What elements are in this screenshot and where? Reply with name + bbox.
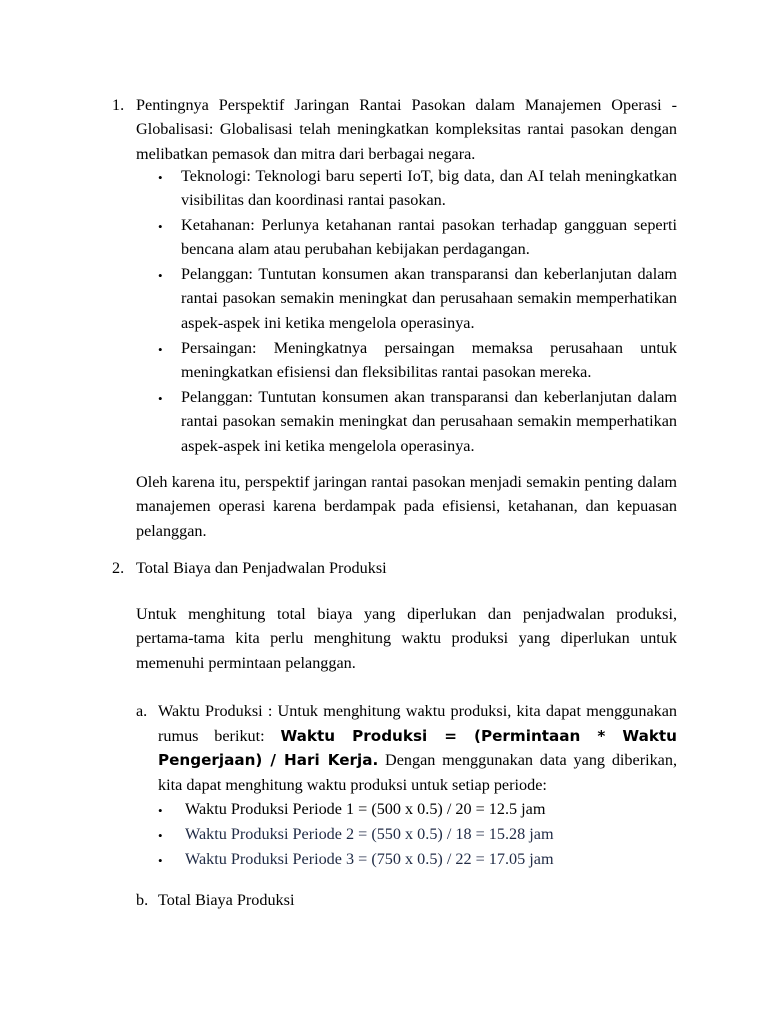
section-2-title: Total Biaya dan Penjadwalan Produksi (136, 559, 387, 577)
section-1-text: Pentingnya Perspektif Jaringan Rantai Pasokan dalam Manajemen Operasi - Globalisasi: Globalisasi telah meningkatkan kompleksitas rantai pasokan dengan melibatkan pemasok dan mitra dari berbagai negara. (136, 96, 677, 163)
production-time-period-1: Waktu Produksi Periode 1 = (500 x 0.5) / 20 = 12.5 jam (185, 800, 546, 818)
subsection-a-label: a. (136, 702, 148, 720)
section-2-number: 2. (112, 559, 125, 577)
subsection-a-lead: Waktu Produksi : Untuk menghitung waktu produksi, kita dapat menggunakan rumus berikut: (158, 702, 677, 745)
subsection-b-title: Total Biaya Produksi (158, 891, 295, 909)
section-1-conclusion: Oleh karena itu, perspektif jaringan rantai pasokan menjadi semakin penting dalam manajemen operasi karena berdampak pada efisiensi, ketahanan, dan kepuasan pelanggan. (136, 473, 677, 540)
bullet-a3: • (158, 853, 163, 868)
section-1-bullet: Teknologi: Teknologi baru seperti IoT, big data, dan AI telah meningkatkan visibilitas dan koordinasi rantai pasokan. (181, 167, 677, 210)
production-time-period-3: Waktu Produksi Periode 3 = (750 x 0.5) / 22 = 17.05 jam (185, 850, 554, 868)
bullet-a1: • (158, 803, 163, 818)
section-1-number: 1. (112, 96, 125, 114)
formula: Waktu Produksi = (Permintaan * Waktu Pengerjaan) / Hari Kerja. (158, 726, 677, 769)
bullet-1: • (158, 170, 163, 185)
bullet-5: • (158, 391, 163, 406)
bullet-a2: • (158, 828, 163, 843)
subsection-b-label: b. (136, 891, 149, 909)
bullet-3: • (158, 268, 163, 283)
bullet-2: • (158, 219, 163, 234)
production-time-period-2: Waktu Produksi Periode 2 = (550 x 0.5) / 18 = 15.28 jam (185, 825, 554, 843)
section-1-bullet: Persaingan: Meningkatnya persaingan memaksa perusahaan untuk meningkatkan efisiensi dan fleksibilitas rantai pasokan mereka. (181, 339, 677, 382)
bullet-4: • (158, 342, 163, 357)
subsection-a-after: Dengan menggunakan data yang diberikan, kita dapat menghitung waktu produksi untuk setiap periode: (158, 751, 677, 794)
subsection-a-paragraph (158, 699, 677, 797)
section-1-bullet: Ketahanan: Perlunya ketahanan rantai pasokan terhadap gangguan seperti bencana alam atau perubahan kebijakan perdagangan. (181, 216, 677, 259)
section-2-intro: Untuk menghitung total biaya yang diperlukan dan penjadwalan produksi, pertama-tama kita perlu menghitung waktu produksi yang diperlukan untuk memenuhi permintaan pelanggan. (136, 605, 677, 672)
section-1-bullet: Pelanggan: Tuntutan konsumen akan transparansi dan keberlanjutan dalam rantai pasokan semakin meningkat dan perusahaan semakin memperhatikan aspek-aspek ini ketika mengelola operasinya. (181, 265, 677, 332)
section-1-bullet: Pelanggan: Tuntutan konsumen akan transparansi dan keberlanjutan dalam rantai pasokan semakin meningkat dan perusahaan semakin memperhatikan aspek-aspek ini ketika mengelola operasinya. (181, 388, 677, 455)
